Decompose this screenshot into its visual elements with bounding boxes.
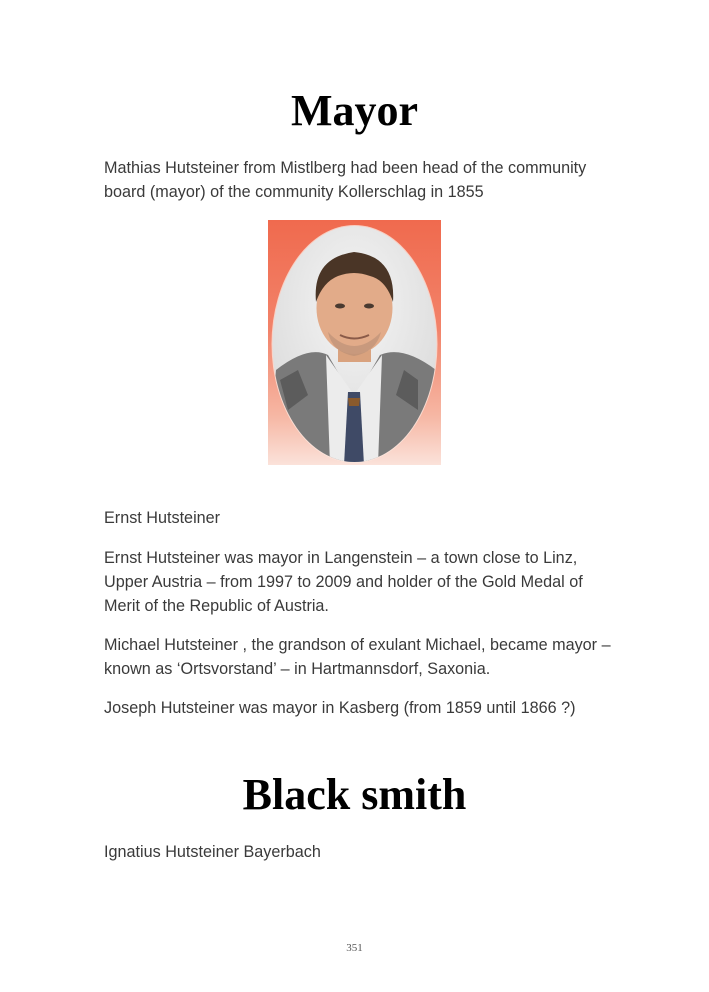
michael-paragraph: Michael Hutsteiner , the grandson of exulant Michael, became mayor – known as ‘Ortsvorstand’ – in Hartmannsdorf, Saxonia. [104, 636, 611, 678]
blacksmith-heading: Black smith [242, 770, 467, 819]
joseph-paragraph: Joseph Hutsteiner was mayor in Kasberg (from 1859 until 1866 ?) [104, 699, 576, 717]
page-number: 351 [346, 942, 363, 954]
mathias-paragraph: Mathias Hutsteiner from Mistlberg had been head of the community board (mayor) of the community Kollerschlag in 1855 [104, 159, 587, 201]
mayor-heading: Mayor [290, 86, 419, 135]
ernst-paragraph: Ernst Hutsteiner was mayor in Langenstein – a town close to Linz, Upper Austria – from 1997 to 2009 and holder of the Gold Medal of Merit of the Republic of Austria. [104, 549, 583, 615]
ignatius-paragraph: Ignatius Hutsteiner Bayerbach [104, 843, 321, 861]
ernst-name: Ernst Hutsteiner [104, 509, 221, 527]
portrait-photo [268, 220, 441, 465]
